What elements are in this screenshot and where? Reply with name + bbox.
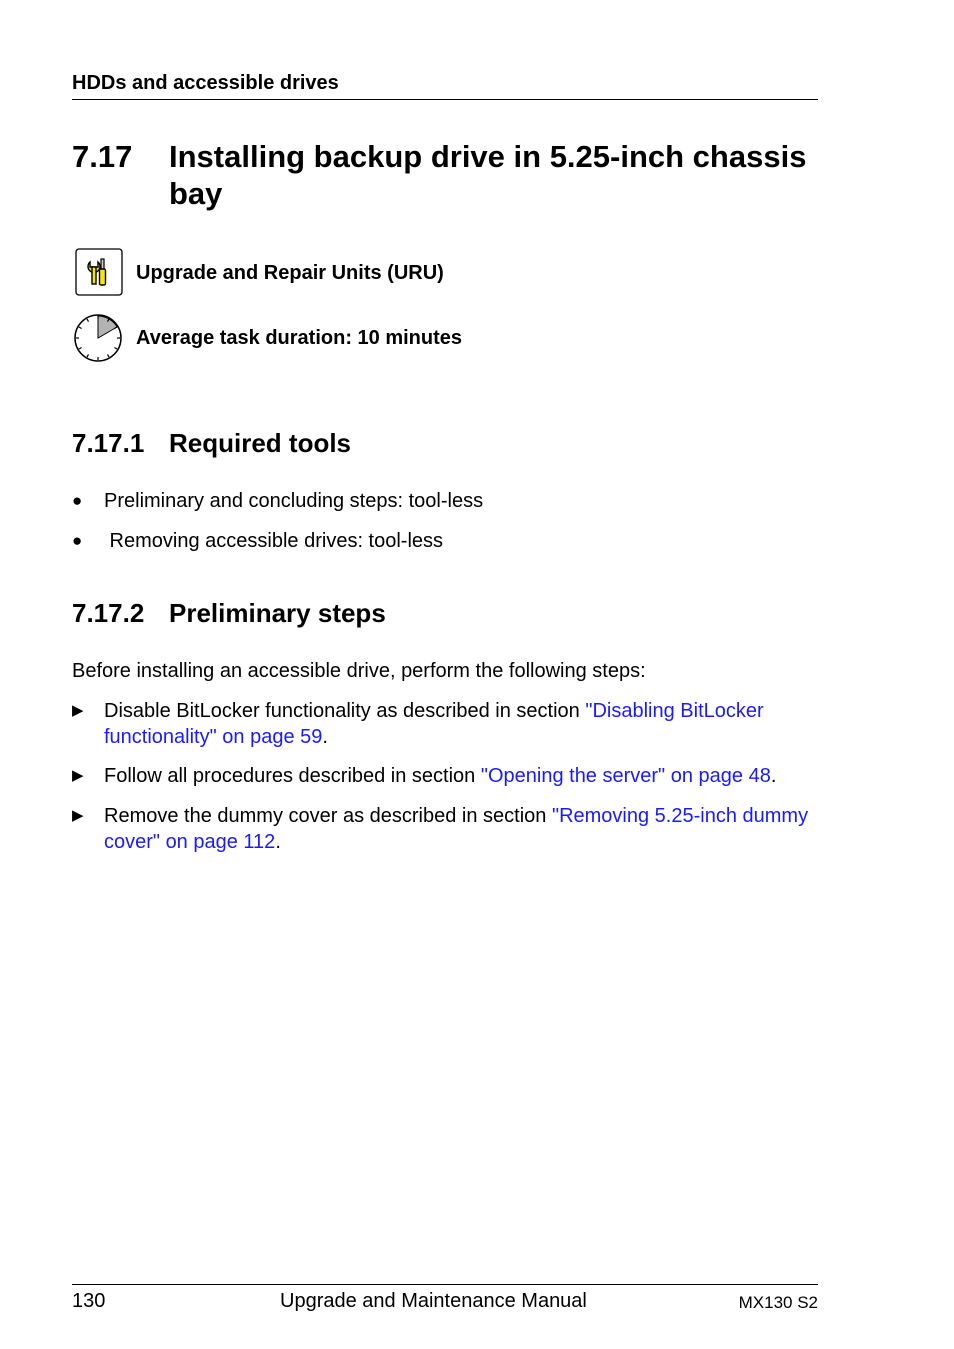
section-number: 7.17.2 (72, 598, 145, 628)
chapter-title-text: Installing backup drive in 5.25-inch chassis bay (169, 139, 807, 211)
bullet-icon: ● (72, 531, 83, 550)
uru-label: Upgrade and Repair Units (URU) (136, 261, 444, 284)
triangle-bullet-icon: ▶ (72, 767, 84, 784)
step-item (72, 698, 822, 750)
section-required-tools-title (72, 428, 351, 459)
intro-paragraph: Before installing an accessible drive, perform the following steps: (72, 660, 646, 682)
cross-reference-link[interactable]: "Opening the server" on page 48 (480, 765, 771, 787)
chapter-number: 7.17 (72, 139, 133, 174)
triangle-bullet-icon: ▶ (72, 702, 84, 719)
step-text: Disable BitLocker functionality as described in section "Disabling BitLocker functionality" on page 59. (104, 700, 764, 748)
chapter-title (72, 138, 832, 212)
wrench-screwdriver-icon (74, 248, 124, 298)
section-number: 7.17.1 (72, 428, 145, 458)
page-footer (72, 1284, 818, 1319)
cross-reference-link[interactable]: "Disabling BitLocker functionality" on page 59 (104, 700, 764, 748)
step-item (72, 763, 822, 789)
uru-info (74, 248, 444, 298)
section-title-text: Required tools (169, 428, 352, 458)
list-item (72, 488, 822, 514)
list-item-text: Removing accessible drives: tool-less (104, 530, 444, 552)
step-text: Follow all procedures described in section "Opening the server" on page 48. (104, 765, 777, 787)
list-item (72, 528, 822, 554)
page-number: 130 (72, 1290, 106, 1312)
model-name: MX130 S2 (738, 1293, 818, 1312)
clock-icon (74, 313, 124, 363)
step-item (72, 803, 822, 855)
list-item-text: Preliminary and concluding steps: tool-less (104, 490, 484, 512)
cross-reference-link[interactable]: "Removing 5.25-inch dummy cover" on page 112 (104, 805, 809, 853)
bullet-icon: ● (72, 491, 83, 510)
triangle-bullet-icon: ▶ (72, 807, 84, 824)
document-title: Upgrade and Maintenance Manual (280, 1290, 587, 1312)
section-preliminary-steps-title (72, 598, 386, 629)
section-title-text: Preliminary steps (169, 598, 386, 628)
running-header: HDDs and accessible drives (72, 72, 818, 100)
duration-label: Average task duration: 10 minutes (136, 326, 463, 349)
step-text: Remove the dummy cover as described in section "Removing 5.25-inch dummy cover" on page 112. (104, 805, 809, 853)
duration-info (74, 313, 462, 363)
